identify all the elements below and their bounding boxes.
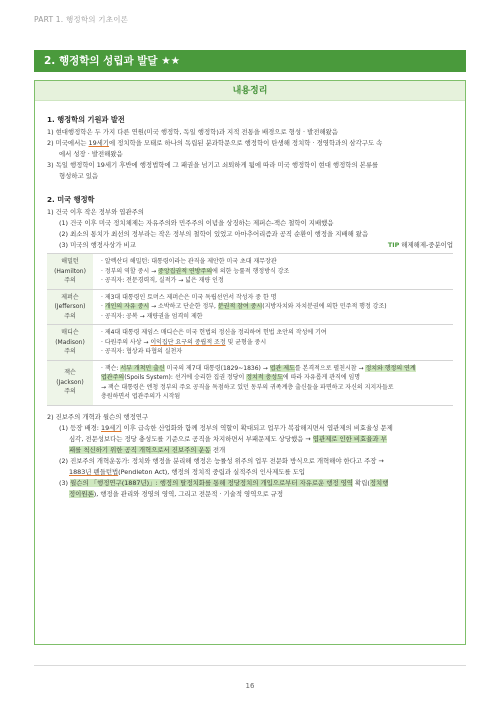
text: 에 정치학을 모태로 하나의 독립된 분과학문으로 행정학이 탄생해 정치학 · 경영학과의 삼각구도 속: [108, 139, 383, 147]
tip-text: 해제해제-중분이업: [399, 241, 453, 249]
description-line: [101, 383, 449, 393]
text: · 공직자: 공복 → 재량권을 엄격히 제한: [101, 312, 203, 320]
description-line: [101, 364, 449, 374]
description-line: [101, 267, 449, 277]
description-line: [101, 347, 449, 357]
subheading: 1) 건국 이후 작은 정부와 엽관주의: [47, 208, 144, 216]
comparison-table: [47, 253, 453, 406]
text: · 공직자: 전문경력직, 실적가 → 넓은 재량 인정: [101, 277, 224, 284]
list-item: [47, 240, 453, 250]
thinker-name: 제퍼슨 (Jefferson) 주의: [47, 289, 93, 325]
description-line: [101, 312, 449, 322]
thinker-name: 해밀턴 (Hamilton) 주의: [47, 254, 93, 290]
highlight-text: 엽관제로 인한 비효율과 부: [312, 434, 387, 443]
underline-text: 19세기: [101, 423, 122, 432]
description-line: [101, 302, 449, 312]
text: ), 행정을 관리와 경영의 영역, 그리고 전문적 · 기술적 영역으로 규정: [93, 489, 284, 498]
list-item: (1) 건국 이후 미국 정치체제는 자유주의와 민주주의 이념을 상징하는 제퍼슨-잭슨 철학이 지배했음: [59, 219, 334, 227]
highlight-text: 개인의 자유 중시: [104, 303, 150, 310]
thinker-description: [93, 254, 453, 290]
tip-label: TIP: [387, 241, 400, 249]
list-item: (2) 최소의 통치가 최선의 정부라는 작은 정부의 철학이 있었고 아마추어리즘과 공직 순환이 행정을 지배해 왔음: [59, 230, 369, 238]
description-line: [101, 392, 449, 402]
summary-box: [34, 80, 466, 645]
highlight-text: 정이원론: [69, 489, 94, 498]
text: · 알렉산더 해밀턴: 대통령이라는 관직을 제안한 미국 초대 재무장관: [101, 258, 277, 265]
paragraph-cont: 형성하고 있음: [59, 172, 99, 180]
text: 확립(: [352, 478, 370, 487]
table-row: [47, 360, 453, 405]
highlight-text: 엽관주의: [101, 374, 125, 381]
paragraph-cont: 에서 성장 · 발전해왔음: [59, 150, 123, 158]
text: ·: [101, 303, 105, 310]
list-item: [47, 423, 453, 433]
highlight-text: 정치와 행정의 연계: [365, 364, 416, 372]
paragraph: 1) 현대행정학은 두 가지 다른 연원(미국 행정학, 독일 행정학)과 지적 전통을 배경으로 형성 · 발전해왔음: [47, 128, 338, 136]
thinker-description: [93, 360, 453, 405]
list-item-cont: [47, 467, 453, 477]
text: · 잭슨:: [101, 364, 121, 372]
underline-text: 1883년 펜들턴법: [69, 467, 119, 476]
text: (3): [59, 478, 71, 487]
text: → 잭슨 대통령은 엔청 정부의 주요 공직을 독점하고 있던 동부의 귀족계층 출신들을 파면하고 자신의 지지자들로: [101, 383, 394, 391]
thinker-description: [93, 325, 453, 361]
description-line: [101, 328, 449, 338]
box-title: 내용정리: [35, 81, 465, 101]
text: 충원하면서 엽관주의가 시작됨: [101, 393, 181, 400]
text: 전개: [210, 445, 226, 454]
highlight-text: 엽관 제도: [269, 364, 295, 372]
tip: [388, 240, 453, 250]
footer-rule: [34, 665, 466, 666]
highlight-text: 서부 개척민 출신: [120, 364, 165, 372]
text: (1) 등장 배경:: [59, 423, 101, 432]
text: · 다원주의 사상 →: [101, 338, 151, 346]
list-item: (2) 진보주의 개혁운동가: 정치와 행정을 분리해 행정은 능률성 위주의 업무 전문화 방식으로 개혁해야 한다고 주장 →: [59, 456, 384, 465]
description-line: [101, 338, 449, 348]
highlight-text: 정치적 충성도: [246, 374, 283, 381]
paragraph: 3) 독일 행정학이 19세기 후반에 행정법학에 그 패권을 넘기고 쇠퇴하게 됨에 따라 미국 행정학이 현대 행정학의 본류를: [47, 161, 379, 169]
heading-american: 2. 미국 행정학: [47, 195, 95, 204]
text: 2) 미국에서는: [47, 139, 89, 147]
thinker-description: [93, 289, 453, 325]
thinker-name: 잭슨 (Jackson) 주의: [47, 360, 93, 405]
text: 및 균형을 중시: [225, 338, 267, 346]
text: 미국의 제7대 대통령(1829~1836) →: [164, 364, 270, 372]
text: · 제4대 대통령 제임스 매디슨은 미국 헌법의 정신을 정리하여 헌법 초안의 작성에 기여: [101, 329, 327, 336]
text: (Pendleton Act), 행정의 정치적 중립과 실적주의 인사제도를 도입: [118, 467, 305, 476]
list-item-cont: [47, 489, 453, 499]
text: 심각, 전문성보다는 정당 충성도를 기준으로 공직을 차지하면서 부패문제도 상당했음 →: [69, 434, 313, 443]
text: → 소박하고 단순한 정부,: [149, 303, 218, 310]
list-item: [47, 478, 453, 488]
text: 를 본격적으로 펼친시참 →: [294, 364, 366, 372]
underline-text: 19세기: [88, 139, 109, 147]
description-line: [101, 373, 449, 383]
text: · 정부의 역할 중시 →: [101, 267, 159, 275]
description-line: [101, 293, 449, 303]
text: (Spoils System): 선거에 승리한 집권 정당이: [124, 374, 247, 381]
text: (3) 미국의 행정사상가 비교: [59, 241, 136, 249]
text: 에 따라 자유롭게 관직에 임명: [282, 374, 361, 381]
paragraph: [47, 138, 453, 148]
highlight-text: 중앙집권적 연방주의: [158, 267, 213, 275]
list-item-cont: [47, 434, 453, 444]
list-item-cont: [47, 445, 453, 455]
running-head: PART 1. 행정학의 기초이론: [34, 15, 129, 24]
underline-text: 이익집단 요구의 중립적 조정: [150, 338, 226, 346]
text: (지방자치와 자치분권에 의한 민주적 행정 강조): [262, 303, 387, 310]
thinker-name: 매디슨 (Madison) 주의: [47, 325, 93, 361]
section-title: 2. 행정학의 성립과 발달 ★★: [34, 50, 466, 72]
highlight-text: 윌슨의 「행정연구(1887년)」: 행정의 탈정치화를 통해 정당정치의 개입으로부터 자유로운 행정 영역: [70, 478, 353, 487]
highlight-text: 분권적 참여 중시: [217, 303, 263, 310]
table-row: [47, 254, 453, 290]
text: 이후 급속한 산업화와 함께 정부의 역할이 확대되고 업무가 복잡해지면서 엽관제의 비효율성 문제: [121, 423, 393, 432]
highlight-text: 패를 척신하기 위한 공직 개혁으로서 진보주의 운동: [69, 445, 211, 454]
text: · 공직자: 협상과 타협의 실천자: [101, 348, 183, 355]
description-line: [101, 257, 449, 267]
table-row: [47, 325, 453, 361]
page-number: 16: [245, 682, 255, 690]
description-line: [101, 276, 449, 286]
summary-content: [35, 101, 465, 499]
text: 에 의한 능률적 행정방식 강조: [212, 267, 290, 275]
highlight-text: 정치행: [369, 478, 389, 487]
subheading: 2) 진보주의 개혁과 윌슨의 행정연구: [47, 412, 149, 421]
table-row: [47, 289, 453, 325]
text: · 제3대 대통령인 토머스 제퍼슨은 미국 독립선언서 작성자 중 한 명: [101, 293, 277, 301]
heading-origin: 1. 행정학의 기원과 발전: [47, 115, 125, 124]
